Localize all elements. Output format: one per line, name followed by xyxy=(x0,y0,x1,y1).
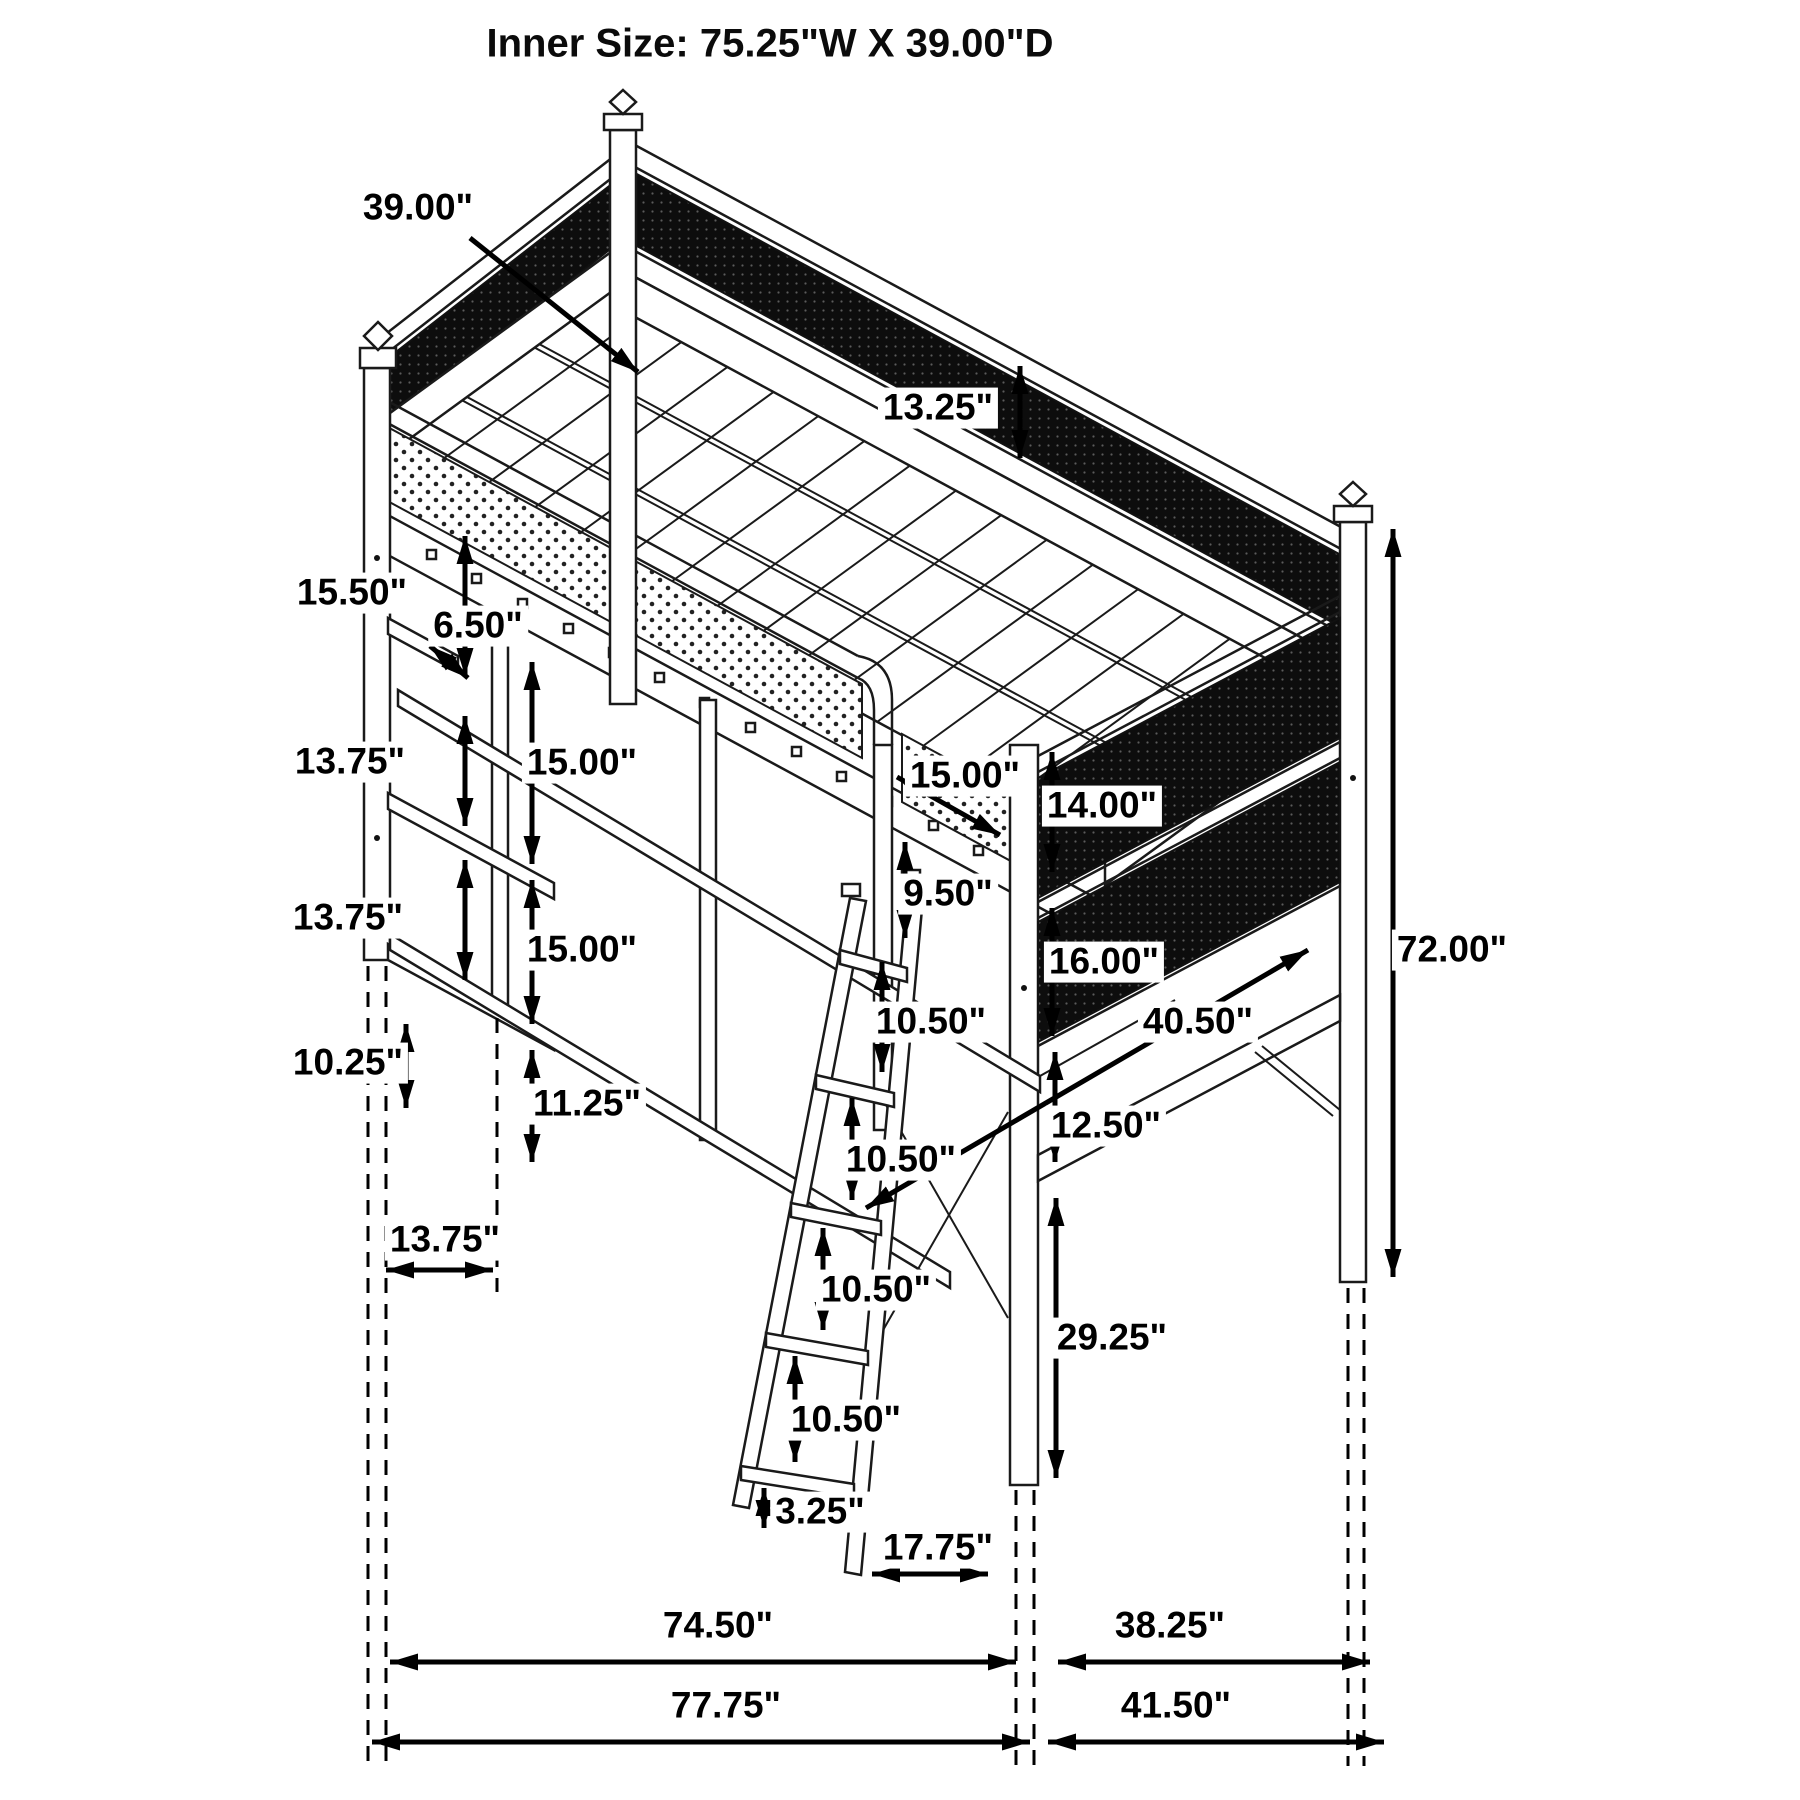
left-post xyxy=(364,368,390,960)
dim-rail-to-top-shelf: 15.50" xyxy=(292,573,412,614)
right-rear-post xyxy=(1340,522,1366,1282)
dim-ladder-foot-height: 3.25" xyxy=(770,1492,870,1533)
dim-shelf-unit-depth: 13.75" xyxy=(385,1220,505,1261)
dim-panel-to-desk: 12.50" xyxy=(1046,1106,1166,1147)
desk-mid-leg xyxy=(700,700,716,1140)
dim-desk-clearance-lower: 15.00" xyxy=(522,930,642,971)
dim-guardrail-height: 13.25" xyxy=(878,388,998,429)
dim-rung-spacing-2: 10.50" xyxy=(841,1140,961,1181)
dim-shelf-gap-lower: 13.75" xyxy=(288,898,408,939)
dim-ladder-top-gap: 9.50" xyxy=(898,874,998,915)
dim-right-desk-height: 29.25" xyxy=(1052,1318,1172,1359)
dim-bed-end-opening: 15.00" xyxy=(905,756,1025,797)
dim-small-shelf-depth: 6.50" xyxy=(428,606,528,647)
dim-rung-spacing-3: 10.50" xyxy=(816,1270,936,1311)
dim-total-height: 72.00" xyxy=(1392,930,1512,971)
dim-right-unit-outer-depth: 41.50" xyxy=(1116,1686,1236,1727)
ladder xyxy=(733,870,924,1575)
page-title: Inner Size: 75.25"W X 39.00"D xyxy=(486,21,1054,66)
ladder-rung xyxy=(766,1333,868,1365)
dim-right-unit-inner-depth: 38.25" xyxy=(1110,1606,1230,1647)
dim-inner-width: 74.50" xyxy=(658,1606,778,1647)
dim-lower-panel-height: 16.00" xyxy=(1044,942,1164,983)
dim-bottom-shelf-to-floor: 10.25" xyxy=(288,1043,408,1084)
dim-rung-spacing-4: 10.50" xyxy=(786,1400,906,1441)
back-post xyxy=(610,130,636,704)
shelf-support-post xyxy=(492,608,508,1012)
dim-desk-clearance-upper: 15.00" xyxy=(522,743,642,784)
mid-shelf xyxy=(388,793,554,899)
dim-upper-panel-height: 14.00" xyxy=(1042,786,1162,827)
dim-shelf-gap-upper: 13.75" xyxy=(290,742,410,783)
dim-right-desk-width: 40.50" xyxy=(1138,1002,1258,1043)
dim-lower-shelf-height: 11.25" xyxy=(528,1084,646,1125)
dim-outer-width: 77.75" xyxy=(666,1686,786,1727)
dim-ladder-foot-offset: 17.75" xyxy=(878,1528,998,1569)
dim-rung-spacing-1: 10.50" xyxy=(871,1002,991,1043)
front-guard-post xyxy=(874,745,892,1130)
dim-mattress-depth: 39.00" xyxy=(358,188,478,229)
